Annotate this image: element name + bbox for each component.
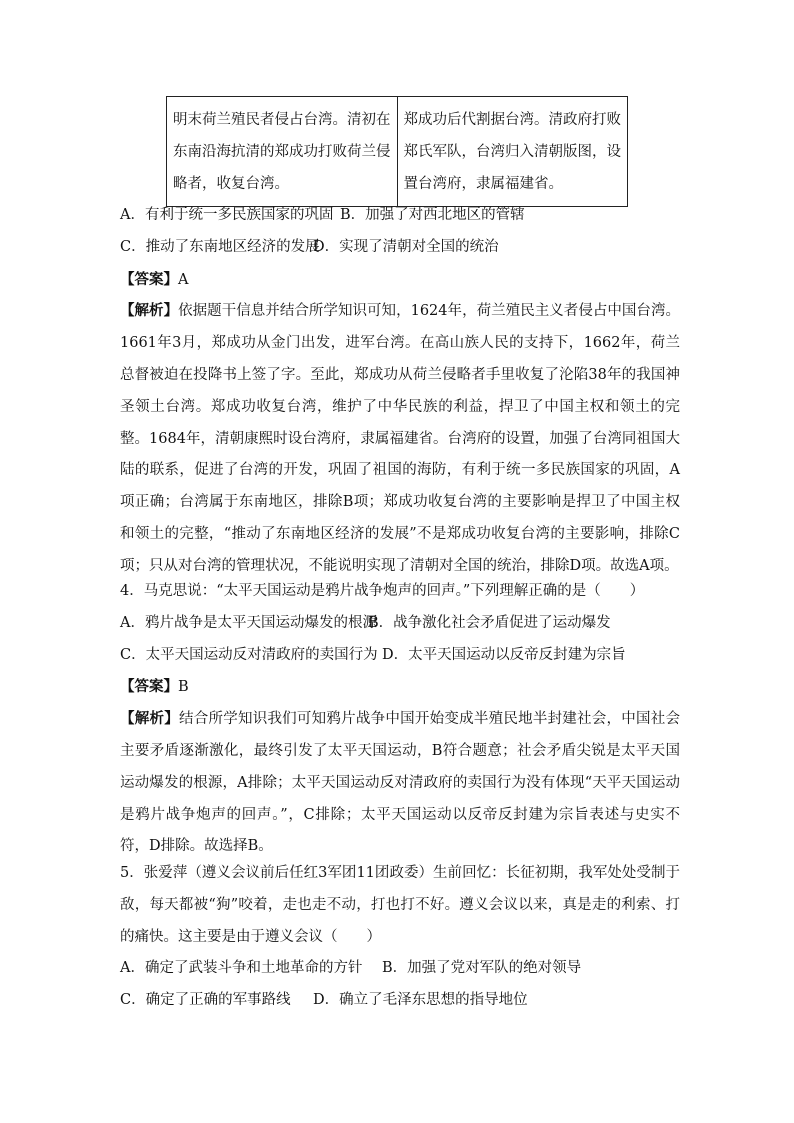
q3-options: [120, 200, 680, 583]
option-d: D．太平天国运动以反帝反封建为宗旨: [382, 646, 626, 663]
option-c: C．确定了正确的军事路线: [120, 992, 291, 1009]
q4-analysis: [120, 703, 680, 863]
answer-value: A: [178, 271, 189, 288]
option-row: [120, 640, 680, 672]
option-a: A．鸦片战争是太平天国运动爆发的根源: [120, 614, 377, 631]
option-d: D．确立了毛泽东思想的指导地位: [313, 992, 528, 1009]
option-row: [120, 953, 680, 985]
analysis-label: 【解析】: [120, 710, 179, 728]
analysis-label: 【解析】: [120, 302, 179, 320]
q4-stem: 4．马克思说：“太平天国运动是鸦片战争炮声的回声。”下列理解正确的是（ ）: [120, 583, 645, 599]
answer-label: 【答案】: [120, 678, 178, 696]
option-b: B．加强了党对军队的绝对领导: [382, 960, 582, 977]
option-b: B．战争激化社会矛盾促进了运动爆发: [368, 614, 611, 631]
option-c: C．推动了东南地区经济的发展: [120, 238, 320, 255]
option-row: [120, 200, 680, 232]
option-row: [120, 232, 680, 264]
option-c: C．太平天国运动反对清政府的卖国行为: [120, 646, 378, 663]
question-5: [120, 858, 680, 1017]
q3-analysis: [120, 295, 680, 582]
analysis-text: 依据题干信息并结合所学知识可知，1624年，荷兰殖民主义者侵占中国台湾。1661年3月，郑成功从金门出发，进军台湾。在高山族人民的支持下，1662年，荷兰总督被迫在投降书上签了字。至此，郑成功从荷兰侵略者手里收复了沦陷38年的我国神圣领土台湾。郑成功收复台湾，维护了中华民族的利益，捍卫了中国主权和领土的完整。1684年，清朝康熙时设台湾府，隶属福建省。台湾府的设置，加强了台湾同祖国大陆的联系，促进了台湾的开发，巩固了祖国的海防，有利于统一多民族国家的巩固，A项正确；台湾属于东南地区，排除B项；郑成功收复台湾的主要影响是捍卫了中国主权和领土的完整，“推动了东南地区经济的发展”不是郑成功收复台湾的主要影响，排除C项；只从对台湾的管理状况，不能说明实现了清朝对全国的统治，排除D项。故选A项。: [120, 303, 680, 574]
option-a: A．有利于统一多民族国家的巩固: [120, 207, 334, 223]
option-row: [120, 985, 680, 1017]
q5-stem: 5．张爱萍（遵义会议前后任红3军团11团政委）生前回忆：长征初期，我军处处受制于敌，每天都被“狗”咬着，走也走不动，打也打不好。遵义会议以来，真是走的利索、打的痛快。这主要是由于遵义会议（ ）: [120, 865, 680, 945]
question-4: [120, 576, 680, 863]
option-row: [120, 608, 680, 640]
option-a: A．确定了武装斗争和土地革命的方针: [120, 960, 363, 977]
q3-comparison-table: [166, 96, 628, 207]
analysis-text: 结合所学知识我们可知鸦片战争中国开始变成半殖民地半封建社会，中国社会主要矛盾逐渐激化，最终引发了太平天国运动，B符合题意；社会矛盾尖锐是太平天国运动爆发的根源，A排除；太平天国运动反对清政府的卖国行为没有体现“天平天国运动是鸦片战争炮声的回声。”，C排除；太平天国运动以反帝反封建为宗旨表述与史实不符，D排除。故选择B。: [120, 711, 681, 855]
answer-value: B: [178, 679, 189, 696]
option-d: D．实现了清朝对全国的统治: [313, 238, 499, 255]
option-b: B．加强了对西北地区的管辖: [340, 207, 525, 223]
table-cell-right: 郑成功后代割据台湾。清政府打败郑氏军队，台湾归入清朝版图，设置台湾府，隶属福建省。: [397, 97, 628, 207]
table-row: [167, 97, 628, 207]
q4-answer: [120, 671, 680, 703]
q3-answer: [120, 264, 680, 296]
table-cell-left: 明末荷兰殖民者侵占台湾。清初在东南沿海抗清的郑成功打败荷兰侵略者，收复台湾。: [167, 97, 398, 207]
answer-label: 【答案】: [120, 270, 178, 288]
